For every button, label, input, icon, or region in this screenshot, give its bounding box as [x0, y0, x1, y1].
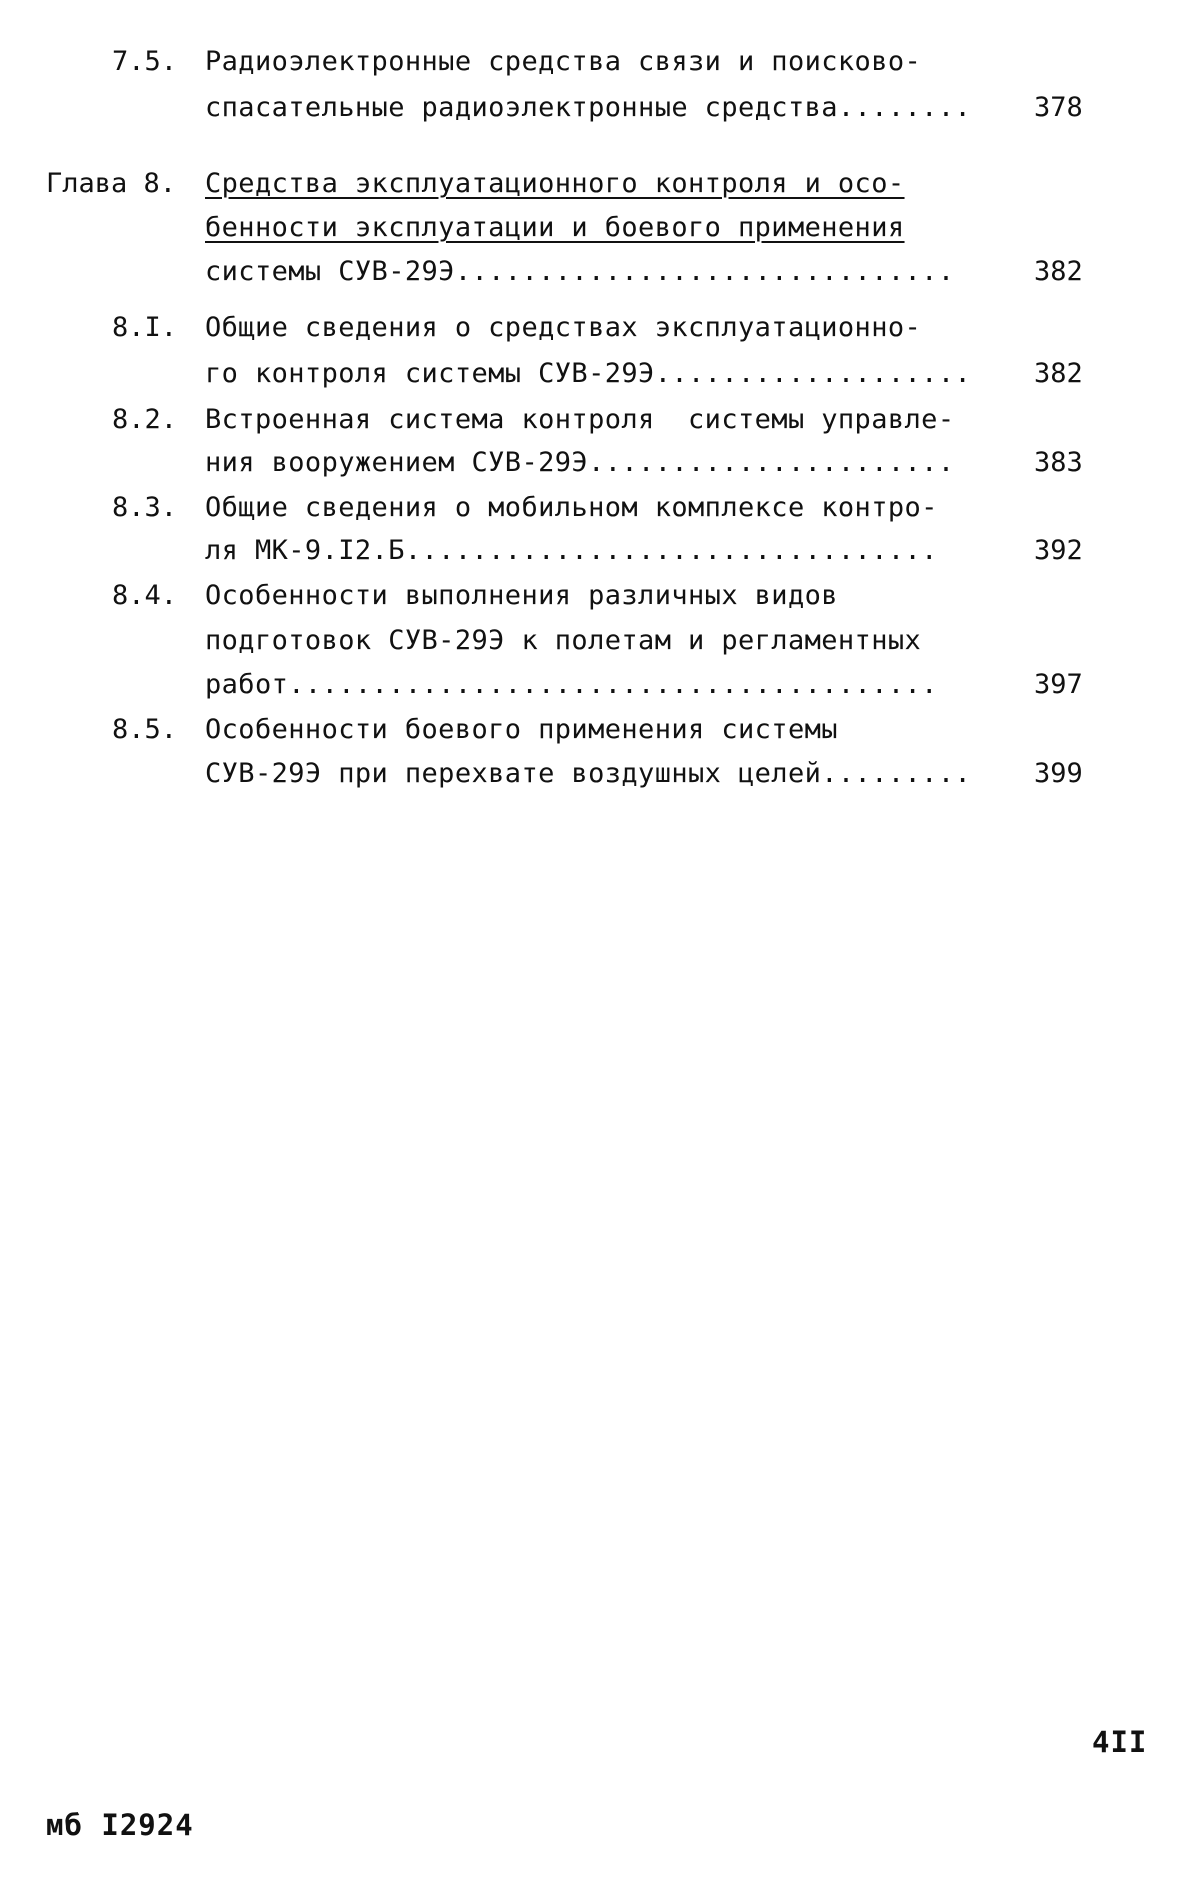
toc-entry-title-line: Особенности боевого применения системы — [205, 714, 838, 745]
print-stamp: мб I2924 — [46, 1808, 194, 1842]
toc-entry-title-line: Общие сведения о средствах эксплуатационно- — [205, 312, 922, 343]
toc-chapter-title-line: системы СУВ-29Э.............................. — [205, 256, 955, 287]
toc-entry-page: 378 — [1034, 92, 1083, 123]
toc-entry-page: 392 — [1034, 535, 1083, 566]
toc-entry-title-line: ля МК-9.I2.Б................................ — [205, 535, 938, 566]
toc-entry-title-line: Встроенная система контроля системы управле- — [205, 404, 955, 435]
toc-entry-number: 8.2. — [112, 404, 178, 435]
page-number: 4II — [1092, 1725, 1148, 1759]
toc-entry-title-line: го контроля системы СУВ-29Э................... — [205, 358, 972, 389]
toc-entry-title-line: ния вооружением СУВ-29Э...................... — [205, 447, 955, 478]
toc-entry-title-line: Общие сведения о мобильном комплексе контро- — [205, 492, 938, 523]
toc-entry-title-line: СУВ-29Э при перехвате воздушных целей......... — [205, 758, 972, 789]
toc-chapter-title-line: Средства эксплуатационного контроля и осо- — [205, 168, 905, 199]
toc-entry-title-line: Радиоэлектронные средства связи и поисково- — [205, 46, 922, 77]
toc-chapter-page: 382 — [1034, 256, 1083, 287]
toc-entry-number: 7.5. — [112, 46, 178, 77]
toc-entry-number: 8.3. — [112, 492, 178, 523]
toc-entry-page: 382 — [1034, 358, 1083, 389]
toc-entry-title-line: Особенности выполнения различных видов — [205, 580, 838, 611]
toc-chapter-number: Глава 8. — [46, 168, 177, 199]
toc-entry-title-line: работ....................................... — [205, 669, 938, 700]
toc-entry-title-line: подготовок СУВ-29Э к полетам и регламентных — [205, 625, 922, 656]
toc-chapter-title-line: бенности эксплуатации и боевого применения — [205, 212, 905, 243]
toc-entry-page: 399 — [1034, 758, 1083, 789]
toc-entry-title-line: спасательные радиоэлектронные средства........ — [205, 92, 972, 123]
toc-entry-page: 397 — [1034, 669, 1083, 700]
toc-entry-number: 8.4. — [112, 580, 178, 611]
toc-entry-number: 8.I. — [112, 312, 178, 343]
toc-entry-number: 8.5. — [112, 714, 178, 745]
toc-entry-page: 383 — [1034, 447, 1083, 478]
